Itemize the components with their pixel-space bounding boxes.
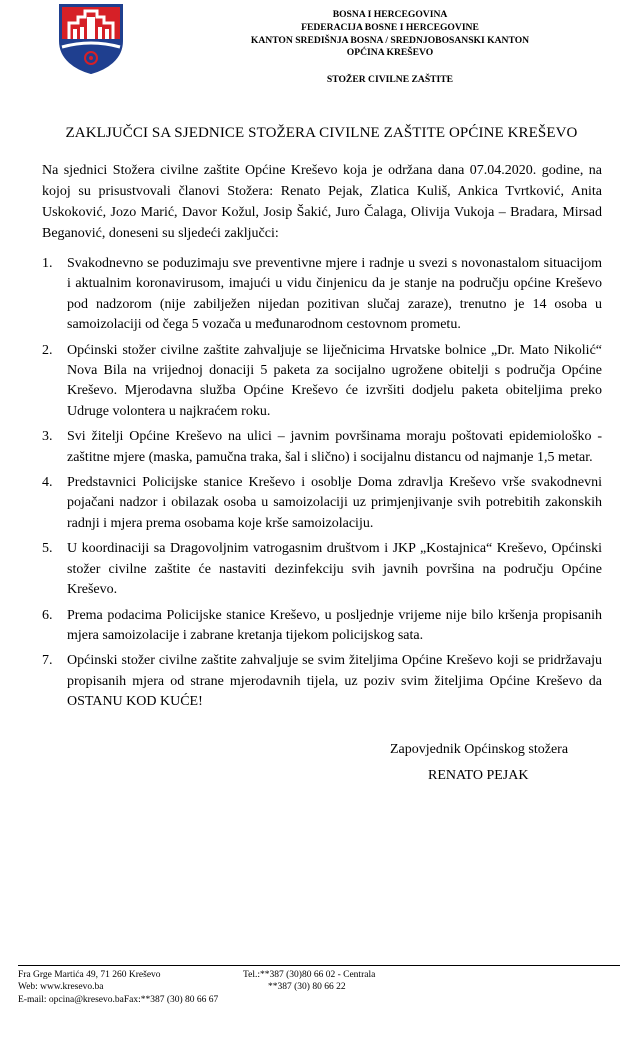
item-text: Općinski stožer civilne zaštite zahvaljuje se svim žiteljima Općine Kreševo koji se pridržavaju propisanih mjera od strane mjerodavnih tijela, uz poziv svim žiteljima Općine Kreševo da OSTANU KOD KUĆE!: [67, 653, 602, 710]
intro-paragraph: Na sjednici Stožera civilne zaštite Općine Kreševo koja je održana dana 07.04.2020. godine, na kojoj su prisustvovali članovi Stožera: Renato Pejak, Zlatica Kuliš, Ankica Tvrtković, Anita Uskoković, Jozo Marić, Davor Kožul, Josip Šakić, Juro Čalaga, Olivija Vukoja – Bradara, Mirsad Beganović, doneseni su sljedeći zaključci:: [42, 163, 602, 241]
footer-divider: [18, 965, 620, 966]
item-number: 4.: [42, 475, 53, 491]
item-number: 5.: [42, 541, 53, 557]
footer-email-fax: E-mail: opcina@kresevo.baFax:**387 (30) 80 66 67: [18, 994, 219, 1005]
conclusion-item: [42, 254, 602, 336]
item-text: Predstavnici Policijske stanice Kreševo i osoblje Doma zdravlja Kreševo vrše svakodnevni pojačani nadzor i obilazak osoba u samoizolaciji uz primjenjivanje svih potrebitih zakonskih radnji i mjera prema osobama koje krše samoizolaciju.: [67, 475, 602, 531]
footer-telephone: Tel.:**387 (30)80 66 02 - Centrala: [243, 970, 376, 980]
header-line-country: BOSNA I HERCEGOVINA: [332, 9, 448, 20]
footer-address: Fra Grge Martića 49, 71 260 Kreševo: [18, 970, 161, 980]
footer: [18, 969, 620, 1006]
item-number: 3.: [42, 429, 53, 445]
conclusions-list: [42, 254, 602, 718]
item-text: Općinski stožer civilne zaštite zahvaljuje se liječnicima Hrvatske bolnice „Dr. Mato Nikolić“ Nova Bila na vrijednoj donaciji 5 paketa za socijalno ugrožene obitelji s područja Općine Kreševo. Mjerodavna služba Općine Kreševo će izvršiti dodjelu paketa obiteljima preko Udruge volontera u najkraćem roku.: [67, 342, 602, 419]
footer-website-link[interactable]: Web: www.kresevo.ba: [18, 982, 104, 993]
item-number: 2.: [42, 342, 53, 358]
kresevo-coat-of-arms: [58, 3, 124, 75]
item-text: Svakodnevno se poduzimaju sve preventivne mjere i radnje u svezi s novonastalom situacijom i aktualnim koronavirusom, imajući u vidu činjenicu da je stanje na području općine Kreševo pod nadzorom (nije zabilježen nijedan pozitivan slučaj zaraze), trenutno je 14 osoba u samoizolaciji od čega 5 vozača u međunarodnom cestovnom prometu.: [67, 256, 602, 333]
document-title: ZAKLJUČCI SA SJEDNICE STOŽERA CIVILNE ZAŠTITE OPĆINE KREŠEVO: [65, 125, 578, 141]
conclusion-item: [42, 341, 602, 423]
conclusion-item: [42, 539, 602, 600]
item-text: Svi žitelji Općine Kreševo na ulici – javnim površinama moraju poštovati epidemiološko - zaštitne mjere (maska, pamučna traka, šal i slično) i socijalnu distancu od najmanje 1,5 metar.: [67, 429, 602, 465]
item-text: U koordinaciji sa Dragovoljnim vatrogasnim društvom i JKP „Kostajnica“ Kreševo, Općinski stožer civilne zaštite će nastaviti dezinfekciju svih javnih površina na području Općine Kreševo.: [67, 541, 602, 598]
conclusion-item: [42, 651, 602, 712]
footer-telephone-2: **387 (30) 80 66 22: [268, 982, 346, 993]
signature-block: [390, 737, 568, 789]
item-text: Prema podacima Policijske stanice Kreševo, u posljednje vrijeme nije bilo kršenja propisanih mjera samoizolacije i zabrane kretanja tijekom policijskog sata.: [67, 607, 602, 643]
header-line-federation: FEDERACIJA BOSNE I HERCEGOVINE: [301, 21, 479, 33]
header-line-municipality: OPĆINA KREŠEVO: [346, 47, 434, 59]
signature-name: RENATO PEJAK: [428, 768, 529, 783]
item-number: 1.: [42, 256, 53, 271]
letterhead: [175, 9, 605, 87]
item-number: 7.: [42, 653, 53, 669]
conclusion-item: [42, 606, 602, 647]
item-number: 6.: [42, 607, 53, 623]
header-line-canton: KANTON SREDIŠNJA BOSNA / SREDNJOBOSANSKI KANTON: [250, 34, 530, 46]
conclusion-item: [42, 473, 602, 534]
header-body-name: STOŽER CIVILNE ZAŠTITE: [326, 74, 454, 86]
conclusion-item: [42, 427, 602, 468]
signature-role: Zapovjednik Općinskog stožera: [390, 742, 569, 757]
